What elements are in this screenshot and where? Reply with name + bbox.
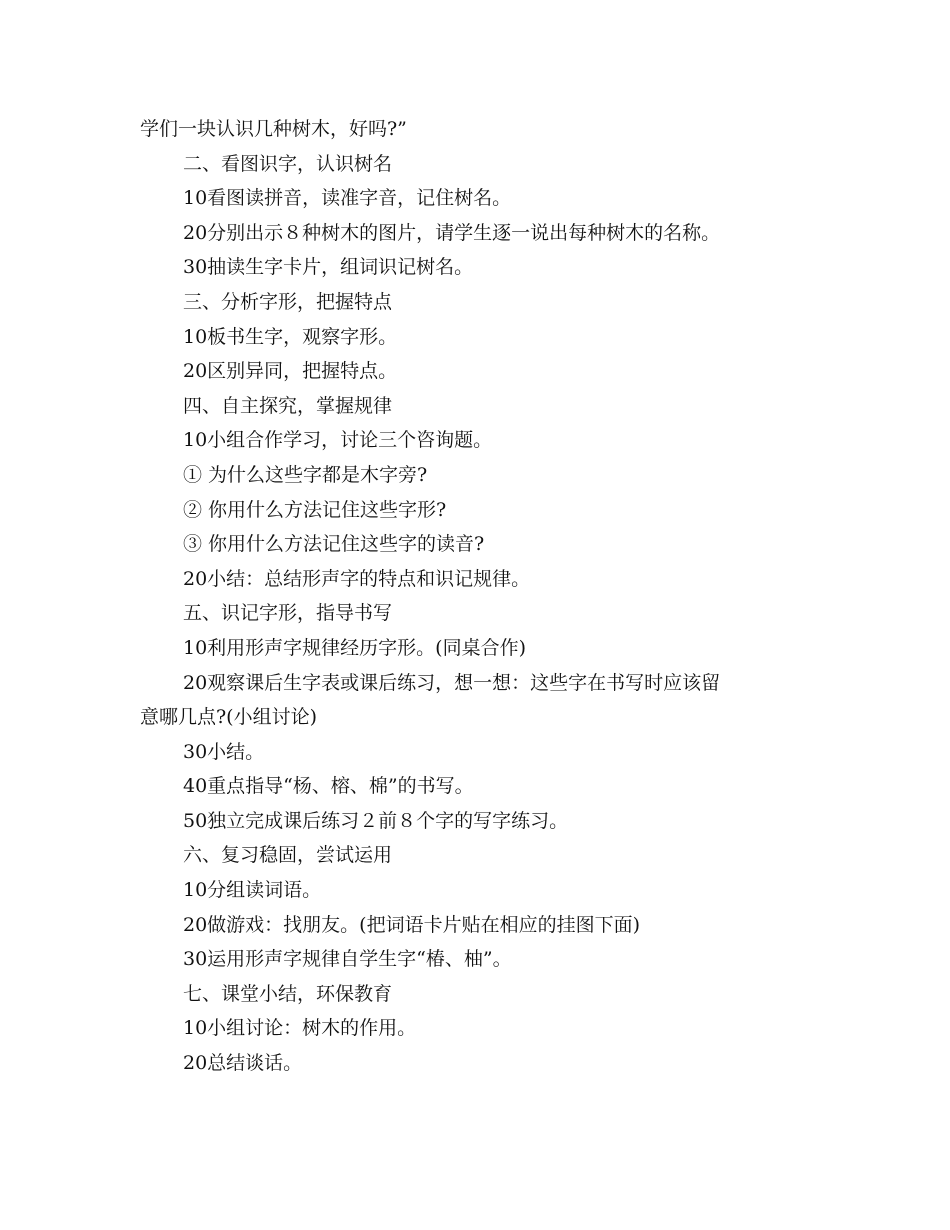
- step-line: 20区别异同，把握特点。: [183, 360, 398, 383]
- question-item: ③ 你用什么方法记住这些字的读音?: [183, 533, 485, 556]
- document-body: [140, 112, 815, 1081]
- step-line: 10小组讨论：树木的作用。: [183, 1017, 417, 1040]
- step-line: 10板书生字，观察字形。: [183, 325, 398, 348]
- step-line: 20小结：总结形声字的特点和识记规律。: [183, 567, 531, 590]
- text-line-continuation: 学们一块认识几种树木，好吗?”: [140, 118, 407, 140]
- section-heading-4: 四、自主探究，掌握规律: [183, 394, 393, 417]
- text-line-continuation: 意哪几点?(小组讨论): [140, 706, 318, 729]
- section-heading-6: 六、复习稳固，尝试运用: [183, 844, 393, 867]
- step-line: 10利用形声字规律经历字形。(同桌合作): [183, 636, 527, 659]
- question-item: ① 为什么这些字都是木字旁?: [183, 463, 428, 486]
- section-heading-3: 三、分析字形，把握特点: [183, 290, 393, 313]
- section-heading-5: 五、识记字形，指导书写: [183, 602, 393, 625]
- step-line: 50独立完成课后练习２前８个字的写字练习。: [183, 809, 569, 832]
- step-line: 30运用形声字规律自学生字“椿、柚”。: [183, 948, 512, 971]
- step-line: 30小结。: [183, 740, 265, 763]
- step-line: 20做游戏：找朋友。(把词语卡片贴在相应的挂图下面): [183, 913, 641, 936]
- step-line: 40重点指导“杨、榕、棉”的书写。: [183, 775, 474, 798]
- step-line: 10看图读拼音，读准字音，记住树名。: [183, 187, 512, 210]
- step-line: 20总结谈话。: [183, 1052, 303, 1075]
- section-heading-7: 七、课堂小结，环保教育: [183, 982, 393, 1005]
- step-line: 10小组合作学习，讨论三个咨询题。: [183, 429, 493, 452]
- section-heading-2: 二、看图识字，认识树名: [183, 152, 393, 175]
- step-line: 20观察课后生字表或课后练习，想一想：这些字在书写时应该留: [183, 671, 721, 694]
- step-line: 20分别出示８种树木的图片，请学生逐一说出每种树木的名称。: [183, 221, 721, 244]
- step-line: 10分组读词语。: [183, 879, 322, 902]
- question-item: ② 你用什么方法记住这些字形?: [183, 498, 447, 521]
- step-line: 30抽读生字卡片，组词识记树名。: [183, 256, 474, 279]
